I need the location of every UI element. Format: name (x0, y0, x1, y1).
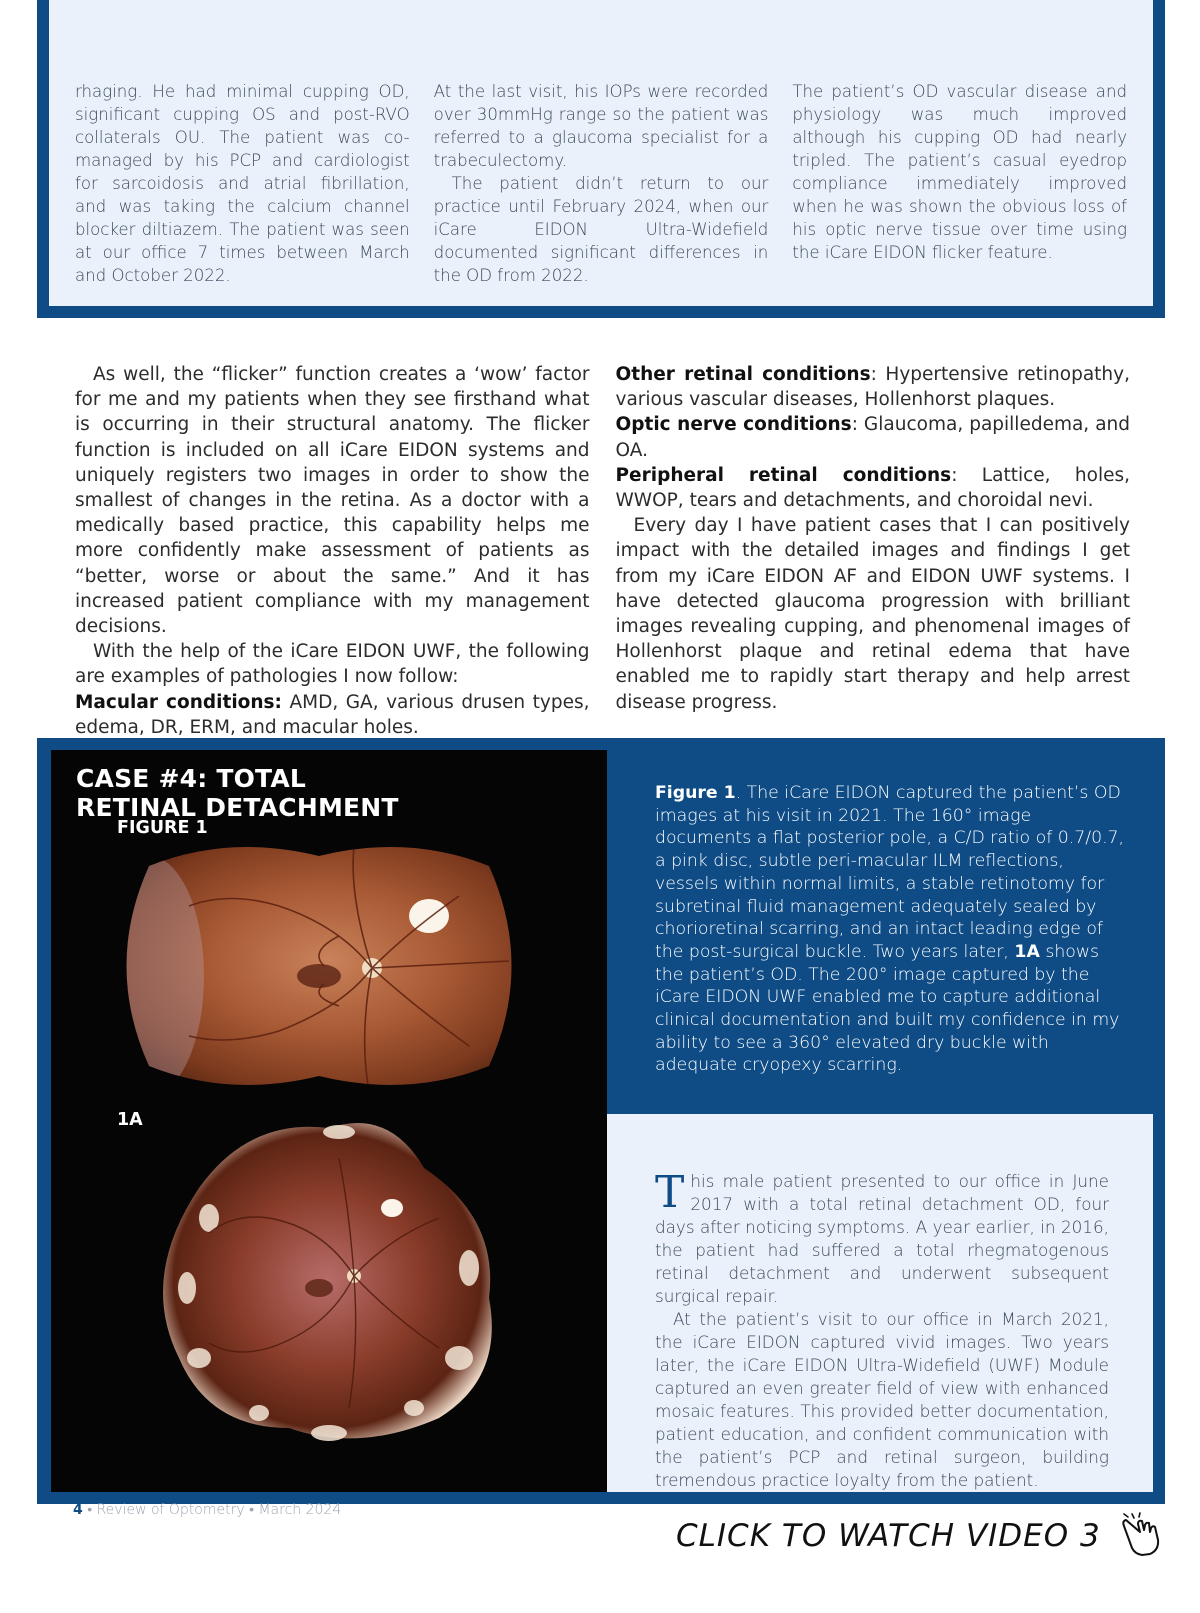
figure1a-label: 1A (117, 1110, 143, 1130)
caption-1a-ref: 1A (1014, 941, 1040, 962)
article-other-conditions (616, 362, 1131, 412)
pointing-hand-icon[interactable] (1120, 1510, 1164, 1558)
case4-title (76, 764, 596, 822)
top-case-column-2 (434, 80, 769, 306)
drop-cap: T (655, 1167, 685, 1218)
case4-para1 (655, 1167, 1109, 1308)
case4-figure-panel (51, 750, 607, 1492)
page-number: 4 (73, 1502, 83, 1518)
macular-label: Macular conditions: (75, 691, 282, 713)
top-case-panel (49, 0, 1153, 306)
article-macular-conditions (75, 690, 590, 740)
case4-para2: At the patient’s visit to our office in March 2021, the iCare EIDON captured vivid images. Two years later, the iCare EIDON Ultra-Widefield (UWF) Module captured an even greater field of view with enhanced mosaic features. This provided better documentation, patient education, and confident communication with the patient’s PCP and retinal surgeon, building tremendous practice loyalty from the patient. (655, 1309, 1109, 1490)
macular-text: AMD, GA, various drusen types, edema, DR, ERM, and macular holes. (75, 691, 590, 738)
optic-text: : Glaucoma, papilledema, and OA. (615, 414, 1130, 461)
footer-separator: • (244, 1502, 259, 1518)
optic-label: Optic nerve conditions (615, 414, 852, 436)
top-case-col3-text: The patient’s OD vascular disease and physiology was much improved although his cupping OD had nearly tripled. The patient’s casual eyedrop compliance immediately improved when he was shown the obvious loss of his optic nerve tissue over time using the iCare EIDON flicker feature. (792, 82, 1128, 262)
case4-text (655, 1167, 1109, 1492)
fundus-image-figure1a (139, 1108, 519, 1448)
article-left-column (75, 362, 590, 740)
case4-title-line1: CASE #4: TOTAL (76, 764, 307, 793)
peripheral-text: : Lattice, holes, WWOP, tears and detachments, and choroidal nevi. (615, 464, 1130, 512)
publication-name: Review of Optometry (96, 1502, 245, 1518)
article-optic-conditions (616, 412, 1131, 462)
page-footer (73, 1501, 341, 1518)
watch-video-link[interactable]: CLICK TO WATCH VIDEO 3 (676, 1518, 1101, 1554)
article-para-flicker: As well, the “flicker” function creates a ‘wow’ factor for me and my patients when they see firsthand what is occurring in their structural anatomy. The flicker function is included on all iCare EIDON systems and uniquely registers two images in order to show the smallest of changes in the retina. As a doctor with a medically based practice, this capability helps me more confidently make assessment of patients as “better, worse or about the same.” And it has increased patient compliance with my management decisions. (75, 364, 590, 638)
top-case-col2-para2: The patient didn’t return to our practice until February 2024, when our iCare EIDON Ultra-Widefield documented significant differences in the OD from 2022. (433, 174, 769, 285)
article-body (75, 362, 1130, 740)
issue-date: March 2024 (258, 1502, 342, 1518)
article-para-every-day: Every day I have patient cases that I can positively impact with the detailed images and findings I get from my iCare EIDON AF and EIDON UWF systems. I have detected glaucoma progression with brilliant images revealing cupping, and phenomenal images of Hollenhorst plaque and retinal edema that have enabled me to rapidly start therapy and help arrest disease progress. (615, 515, 1130, 713)
top-case-col1-text: rhaging. He had minimal cupping OD, significant cupping OS and post-RVO collaterals OU. The patient was co-managed by his PCP and cardiologist for sarcoidosis and atrial fibrillation, and was taking the calcium channel blocker diltiazem. The patient was seen at our office 7 times between March and October 2022. (75, 82, 410, 285)
top-case-column-1 (75, 80, 410, 306)
other-label: Other retinal conditions (615, 364, 871, 385)
fundus-image-figure1 (109, 836, 529, 1096)
other-text: : Hypertensive retinopathy, various vascular diseases, Hollenhorst plaques. (615, 364, 1130, 411)
case4-box (37, 738, 1165, 1504)
top-case-col2-para1: At the last visit, his IOPs were recorded over 30mmHg range so the patient was referred to a glaucoma specialist for a trabeculectomy. (433, 82, 769, 170)
case4-title-line2: RETINAL DETACHMENT (76, 793, 399, 822)
article-para-pathologies: With the help of the iCare EIDON UWF, the following are examples of pathologies I now follow: (75, 641, 590, 688)
article-right-column (616, 362, 1131, 740)
top-case-column-3 (792, 80, 1127, 306)
case4-para1-text: his male patient presented to our office in June 2017 with a total retinal detachment OD, four days after noticing symptoms. A year earlier, in 2016, the patient had suffered a total rhegmatogenous retinal detachment and underwent subsequent surgical repair. (655, 1171, 1109, 1306)
top-case-box (37, 0, 1165, 318)
caption-part2: shows the patient’s OD. The 200° image captured by the iCare EIDON UWF enabled me to capture additional clinical documentation and built my confidence in my ability to see a 360° elevated dry buckle with adequate cryopexy scarring. (655, 941, 1120, 1076)
caption-figure-ref: Figure 1 (655, 783, 736, 803)
footer-separator: • (82, 1502, 97, 1518)
figure1-label: FIGURE 1 (117, 818, 208, 838)
peripheral-label: Peripheral retinal conditions (615, 464, 952, 486)
case4-text-panel (607, 1114, 1153, 1492)
caption-part1: . The iCare EIDON captured the patient’s OD images at his visit in 2021. The 160° image documents a flat posterior pole, a C/D ratio of 0.7/0.7, a pink disc, subtle peri-macular ILM reflections, vessels within normal limits, a stable retinotomy for subretinal fluid management adequately sealed by chorioretinal scarring, and an intact leading edge of the post-surgical buckle. Two years later, (655, 783, 1125, 962)
figure1-caption (655, 782, 1125, 1077)
article-peripheral-conditions (616, 463, 1131, 513)
